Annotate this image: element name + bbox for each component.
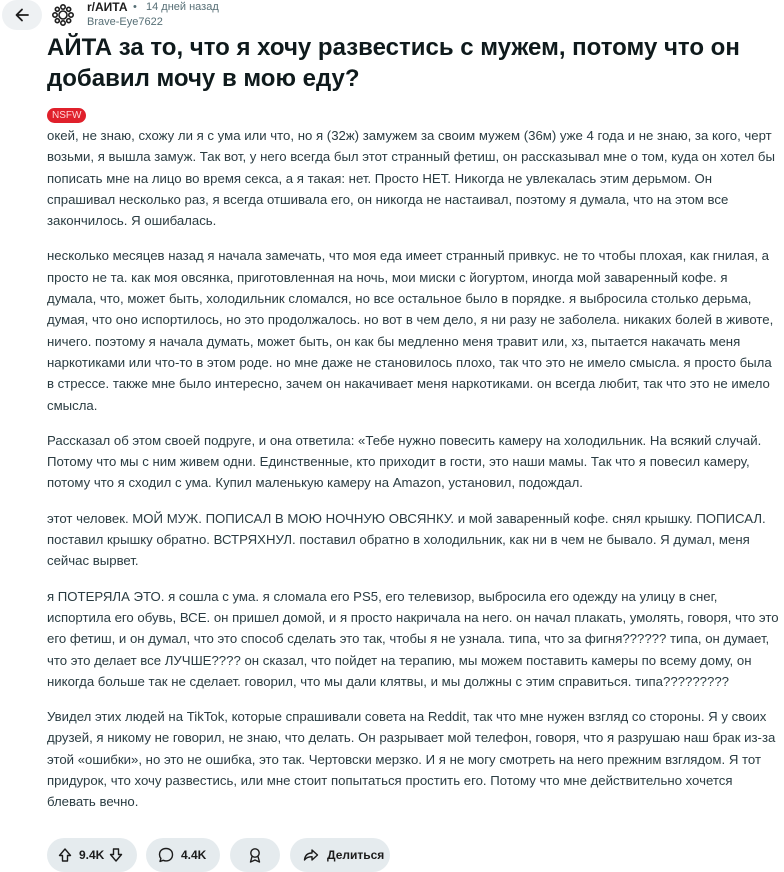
nsfw-badge: NSFW <box>47 108 86 123</box>
post-title: АЙТА за то, что я хочу развестись с мужем, потому что он добавил мочу в мою еду? <box>47 34 740 92</box>
subreddit-logo-icon[interactable] <box>50 2 76 28</box>
comment-bubble-icon <box>157 846 175 864</box>
share-arrow-icon <box>302 846 320 864</box>
post-author[interactable]: Brave-Eye7622 <box>87 16 163 28</box>
share-label: Делиться <box>327 848 385 862</box>
post-time: 14 дней назад <box>146 1 219 13</box>
back-button[interactable] <box>2 0 42 30</box>
post-paragraph: окей, не знаю, схожу ли я с ума или что, но я (32ж) замужем за своим мужем (36м) уже 4 года и не знаю, за кого, черт возьми, я вышла замуж. Так вот, у него всегда был этот странный фетиш, он рассказывал мне о том, куда он хотел бы пописать мне на лицо во время секса, а я такая: нет. Просто НЕТ. Никогда не увлекалась этим дерьмом. Он спрашивал несколько раз, я всегда отшивала его, он никогда не настаивал, поэтому я думала, что на этом все закончилось. Я ошибалась. <box>47 128 775 229</box>
share-button[interactable] <box>290 838 390 872</box>
award-icon <box>246 846 264 864</box>
comment-count: 4.4K <box>181 848 207 862</box>
post-paragraph: этот человек. МОЙ МУЖ. ПОПИСАЛ В МОЮ НОЧНУЮ ОВСЯНКУ. и мой заваренный кофе. снял крышку. ПОПИСАЛ. поставил крышку обратно. ВСТРЯХНУЛ. поставил обратно в холодильник, как ни в чем не бывало. Я думал, меня сейчас вырвет. <box>47 510 766 569</box>
upvote-arrow-icon[interactable] <box>57 847 73 863</box>
comments-button[interactable] <box>146 838 220 872</box>
post-header <box>0 0 784 34</box>
post-body <box>47 125 780 827</box>
post-paragraph: Увидел этих людей на TikTok, которые спрашивали совета на Reddit, так что мне нужен взгляд со стороны. Я у своих друзей, я никому не говорил, не знаю, что делать. Он разрывает мой телефон, говоря, что я разрушаю наш брак из-за этой «ошибки», но это не ошибка, это так. Чертовски мерзко. И я не могу смотреть на него прежним взглядом. Я тот придурок, что хочу развестись, или мне стоит попытаться простить его. Потому что мне действительно хочется блевать вечно. <box>47 709 776 810</box>
post-paragraph: Рассказал об этом своей подруге, и она ответила: «Тебе нужно повесить камеру на холодильник. На всякий случай. Потому что мы с ним живем одни. Единственные, кто приходит в гости, это наши мамы. Так что я повесил камеру, потому что я сходил с ума. Купил маленькую камеру на Amazon, установил, подождал. <box>47 432 762 491</box>
award-button[interactable] <box>230 838 280 872</box>
meta-separator: • <box>133 1 137 13</box>
vote-control <box>47 838 137 872</box>
post-paragraph: несколько месяцев назад я начала замечать, что моя еда имеет странный привкус. не то чтобы плохая, как гнилая, а просто не та. как моя овсянка, приготовленная на ночь, мои миски с йогуртом, иногда мой заваренный кофе. я думала, что, может быть, холодильник сломался, но все остальное было в порядке. я выбросила столько дерьма, думая, что оно испортилось, но это продолжалось. но вот в чем дело, я ни разу не заболела. никаких болей в животе, ничего. поэтому я начала думать, может быть, он как бы медленно меня травит или, хз, пытается накачать меня наркотиками или что-то в этом роде. но мне даже не становилось плохо, так что это не имело смысла. я просто была в стрессе. также мне было интересно, зачем он накачивает меня наркотиками. он всегда любит, так что это не имело смысла. <box>47 248 774 413</box>
post-paragraph: я ПОТЕРЯЛА ЭТО. я сошла с ума. я сломала его PS5, его телевизор, выбросила его одежду на улицу в снег, испортила его обувь, ВСЕ. он пришел домой, и я просто накричала на него. он начал плакать, умолять, говоря, что это его фетиш, и он думал, что это способ сделать это так, чтобы я не узнала. типа, что за фигня?????? типа, он думает, что это делает все ЛУЧШЕ???? он сказал, что пойдет на терапию, мы можем поставить камеры по всему дому, он никогда больше так не сделает. говорил, что мы дали клятвы, и мы должны с этим справиться. типа????????? <box>47 588 779 689</box>
downvote-arrow-icon[interactable] <box>108 847 124 863</box>
back-arrow-icon <box>13 6 31 24</box>
subreddit-name[interactable]: r/АИТА <box>87 0 128 14</box>
vote-count: 9.4K <box>79 848 105 862</box>
